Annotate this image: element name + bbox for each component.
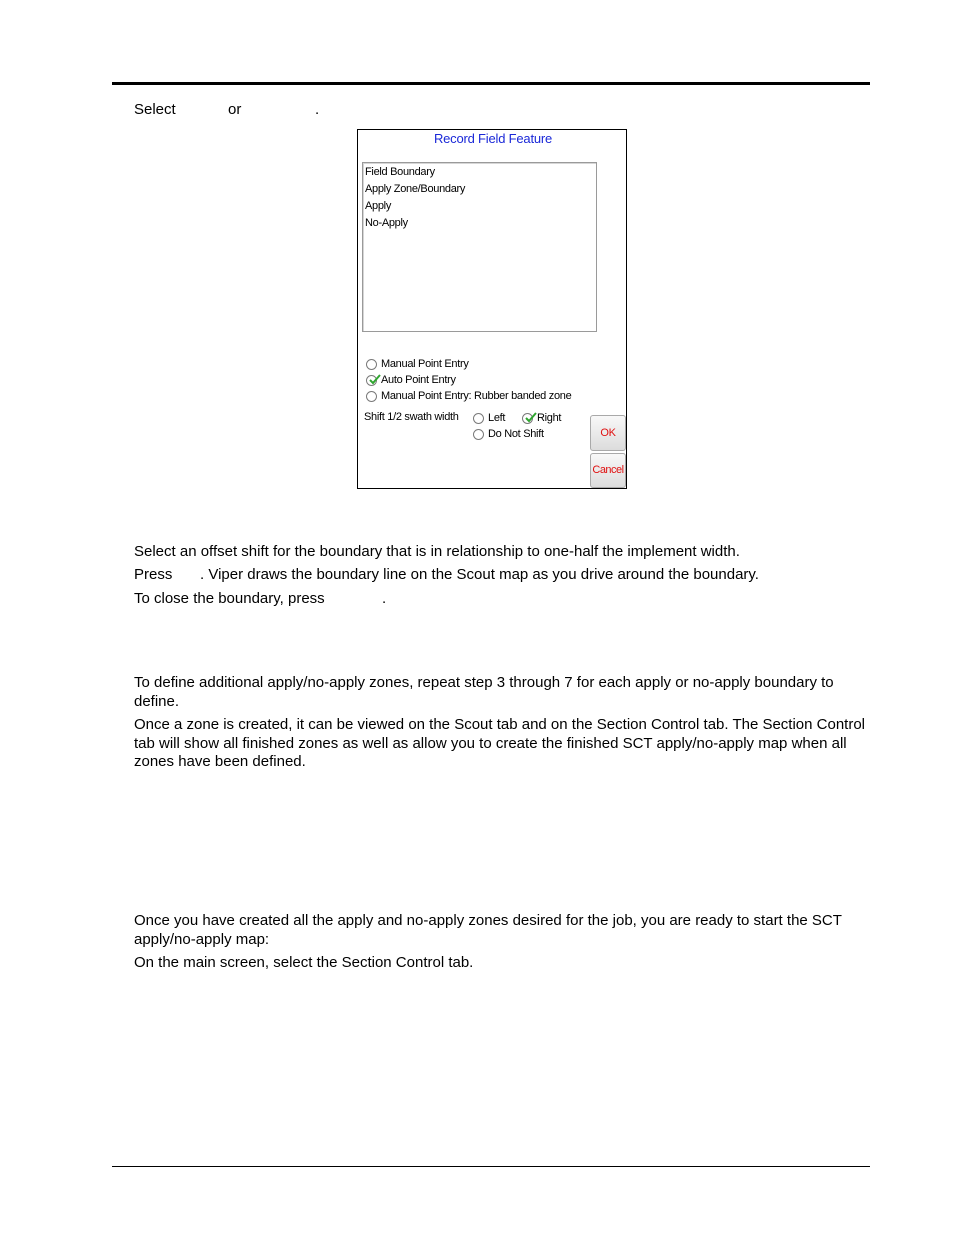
feature-listbox[interactable] (362, 162, 597, 332)
close-line (134, 590, 387, 608)
radio-circle-icon (473, 429, 484, 440)
shift-label: Shift 1/2 swath width (364, 411, 459, 423)
step-select-line (134, 101, 320, 119)
record-field-feature-dialog (357, 129, 627, 489)
radio-circle-icon (473, 413, 484, 424)
list-item-field-boundary[interactable]: Field Boundary (365, 166, 435, 178)
radio-manual-rubber-banded[interactable] (366, 389, 571, 403)
radio-circle-icon (366, 391, 377, 402)
check-icon (524, 411, 537, 424)
radio-checked-icon (366, 375, 377, 386)
radio-auto-point-entry[interactable] (366, 373, 456, 387)
list-item-apply-zone-boundary[interactable]: Apply Zone/Boundary (365, 183, 466, 195)
radio-label: Do Not Shift (488, 428, 544, 440)
press-rest: . Viper draws the boundary line on the Scout map as you drive around the boundary. (200, 566, 759, 583)
or-word: or (228, 101, 242, 118)
radio-shift-left[interactable] (473, 411, 505, 425)
dialog-title: Record Field Feature (433, 131, 553, 146)
radio-label: Manual Point Entry (381, 358, 469, 370)
period: . (382, 590, 387, 607)
list-item-no-apply[interactable]: No-Apply (365, 217, 408, 229)
list-item-apply[interactable]: Apply (365, 200, 392, 212)
radio-shift-right[interactable] (522, 411, 561, 425)
period: . (315, 101, 320, 118)
radio-label: Left (488, 412, 506, 424)
radio-label: Auto Point Entry (381, 374, 456, 386)
check-icon (368, 373, 381, 386)
radio-circle-icon (366, 359, 377, 370)
cancel-button[interactable]: Cancel (590, 453, 626, 488)
main-screen-line: On the main screen, select the Section Control tab. (134, 954, 474, 971)
radio-label: Manual Point Entry: Rubber banded zone (381, 390, 572, 402)
additional-zones-paragraph: To define additional apply/no-apply zones, repeat step 3 through 7 for each apply or no-apply boundary to define. (134, 674, 834, 710)
close-text: To close the boundary, press (134, 590, 325, 607)
ready-paragraph: Once you have created all the apply and no-apply zones desired for the job, you are ready to start the SCT apply/no-apply map: (134, 912, 842, 948)
header-rule (112, 82, 870, 85)
radio-checked-icon (522, 413, 533, 424)
radio-label: Right (537, 412, 562, 424)
radio-manual-point-entry[interactable] (366, 357, 469, 371)
offset-paragraph: Select an offset shift for the boundary that is in relationship to one-half the implement width. (134, 543, 740, 560)
press-word: Press (134, 566, 173, 583)
radio-do-not-shift[interactable] (473, 427, 544, 441)
ok-button[interactable]: OK (590, 415, 626, 451)
press-line (134, 566, 759, 584)
select-word: Select (134, 101, 176, 118)
footer-rule (112, 1166, 870, 1167)
zone-created-paragraph: Once a zone is created, it can be viewed on the Scout tab and on the Section Control tab. The Section Control tab will show all finished zones as well as allow you to create the finished SCT apply/no-apply map when all zones have been defined. (134, 716, 866, 770)
